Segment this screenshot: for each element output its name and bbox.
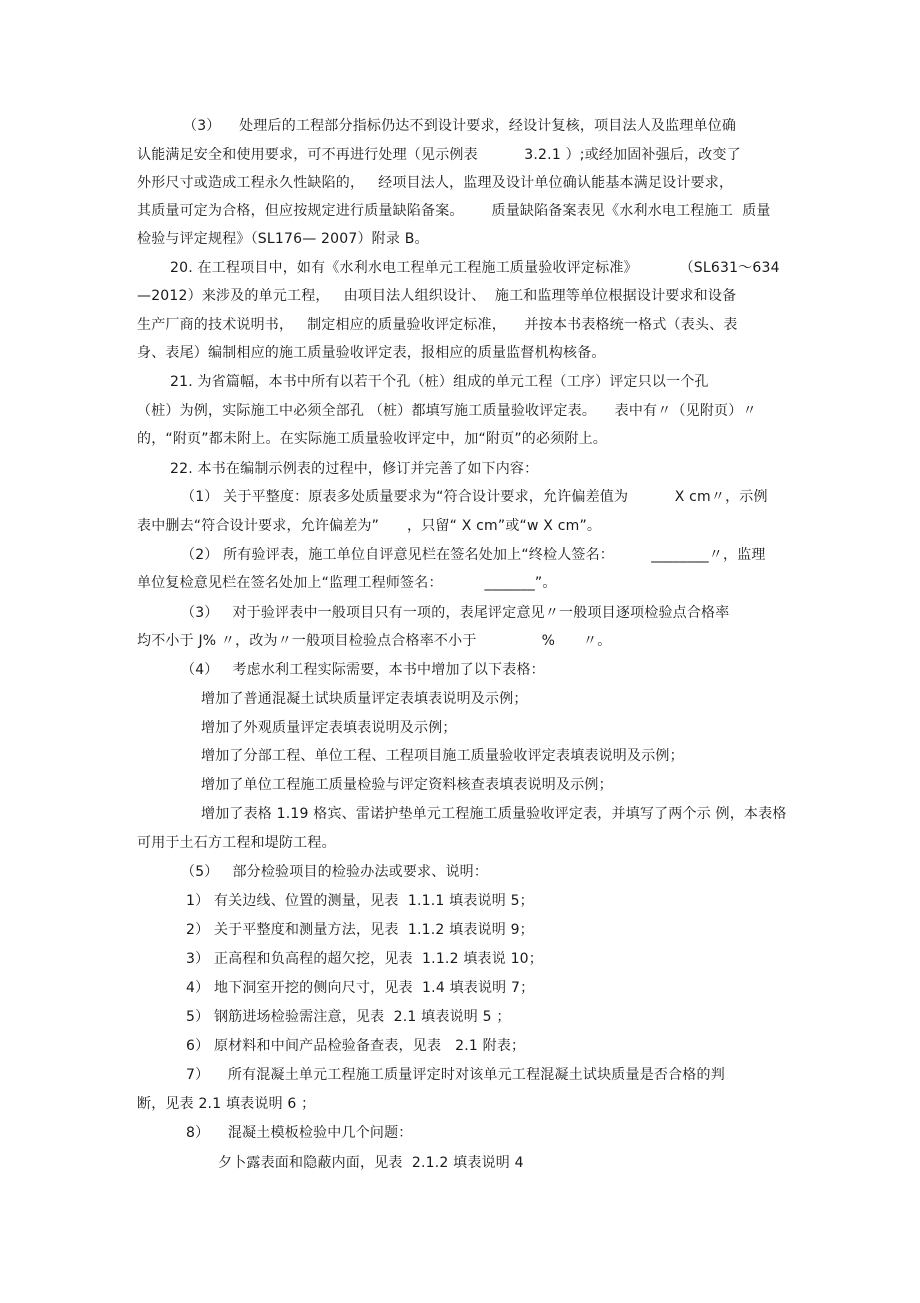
text-line: 断，见表 2.1 填表说明 6 ； [137, 1096, 316, 1112]
text-line: 单位复检意见栏在签名处加上“监理工程师签名： _______”。 [137, 575, 557, 591]
text-line: （桩）为例，实际施工中必须全部孔 （桩）都填写施工质量验收评定表。 表中有〃（见附页）〃 [137, 403, 757, 419]
text-line: 增加了普通混凝土试块质量评定表填表说明及示例； [201, 691, 528, 707]
text-line: （3） 处理后的工程部分指标仍达不到设计要求，经设计复核，项目法人及监理单位确 [183, 118, 737, 134]
text-line: （1） 关于平整度：原表多处质量要求为“符合设计要求，允许偏差值为 X cm〃，示例 [181, 489, 768, 505]
text-line: 增加了单位工程施工质量检验与评定资料核查表填表说明及示例； [201, 777, 613, 793]
text-line: 检验与评定规程》（SL176— 2007）附录 B。 [137, 231, 429, 247]
text-line: 身、表尾）编制相应的施工质量验收评定表，报相应的质量监督机构核备。 [137, 345, 606, 361]
text-line: （5） 部分检验项目的检验办法或要求、说明： [181, 864, 489, 880]
text-line: 均不小于 J% 〃，改为〃一般项目检验点合格率不小于 % 〃。 [137, 633, 612, 649]
text-line: 增加了表格 1.19 格宾、雷诺护垫单元工程施工质量验收评定表，并填写了两个示 例，本表格 [201, 806, 787, 822]
text-line: 3） 正高程和负高程的超欠挖，见表 1.1.2 填表说 10； [186, 951, 543, 967]
text-line: 外形尺寸或造成工程永久性缺陷的， 经项目法人，监理及设计单位确认能基本满足设计要求， [137, 175, 734, 191]
text-line: —2012）来涉及的单元工程， 由项目法人组织设计、 施工和监理等单位根据设计要求和设备 [137, 288, 737, 304]
text-line: （3） 对于验评表中一般项目只有一项的，表尾评定意见〃一般项目逐项检验点合格率 [181, 605, 730, 621]
text-line: 增加了外观质量评定表填表说明及示例； [201, 720, 457, 736]
text-line: （4） 考虑水利工程实际需要，本书中增加了以下表格： [181, 662, 545, 678]
text-line: 20. 在工程项目中，如有《水利水电工程单元工程施工质量验收评定标准》 （SL631～634 [170, 260, 780, 276]
text-line: 可用于土石方工程和堤防工程。 [137, 835, 336, 851]
text-line: 表中删去“符合设计要求，允许偏差为” ，只留“ X cm”或“w X cm”。 [137, 518, 602, 534]
text-line: 5） 钢筋进场检验需注意，见表 2.1 填表说明 5 ； [186, 1009, 511, 1025]
text-line: 21. 为省篇幅，本书中所有以若干个孔（桩）组成的单元工程（工序）评定只以一个孔 [170, 374, 709, 390]
text-line: 1） 有关边线、位置的测量，见表 1.1.1 填表说明 5； [186, 893, 534, 909]
text-line: 认能满足安全和使用要求，可不再进行处理（见示例表 3.2.1 ）;或经加固补强后，改变了 [137, 147, 741, 163]
text-line: 其质量可定为合格，但应按规定进行质量缺陷备案。 质量缺陷备案表见《水利水电工程施工 质量 [137, 203, 771, 219]
text-line: 4） 地下洞室开挖的侧向尺寸，见表 1.4 填表说明 7； [186, 980, 535, 996]
text-line: 2） 关于平整度和测量方法，见表 1.1.2 填表说明 9； [186, 922, 534, 938]
text-line: 7） 所有混凝土单元工程施工质量评定时对该单元工程混凝土试块质量是否合格的判 [186, 1067, 725, 1083]
text-line: 6） 原材料和中间产品检验备查表，见表 2.1 附表； [186, 1038, 526, 1054]
text-line: 增加了分部工程、单位工程、工程项目施工质量验收评定表填表说明及示例； [201, 748, 684, 764]
text-line: （2） 所有验评表，施工单位自评意见栏在签名处加上“终检人签名： ________〃，监理 [181, 547, 766, 563]
text-line: 22. 本书在编制示例表的过程中，修订并完善了如下内容： [170, 461, 539, 477]
text-line: 夕卜露表面和隐蔽内面，见表 2.1.2 填表说明 4 [218, 1155, 524, 1171]
text-line: 的，“附页”都未附上。在实际施工质量验收评定中，加“附页”的必须附上。 [137, 431, 608, 447]
text-line: 生产厂商的技术说明书， 制定相应的质量验收评定标准， 并按本书表格统一格式（表头、表 [137, 317, 738, 333]
text-line: 8） 混凝土模板检验中几个问题： [186, 1125, 413, 1141]
